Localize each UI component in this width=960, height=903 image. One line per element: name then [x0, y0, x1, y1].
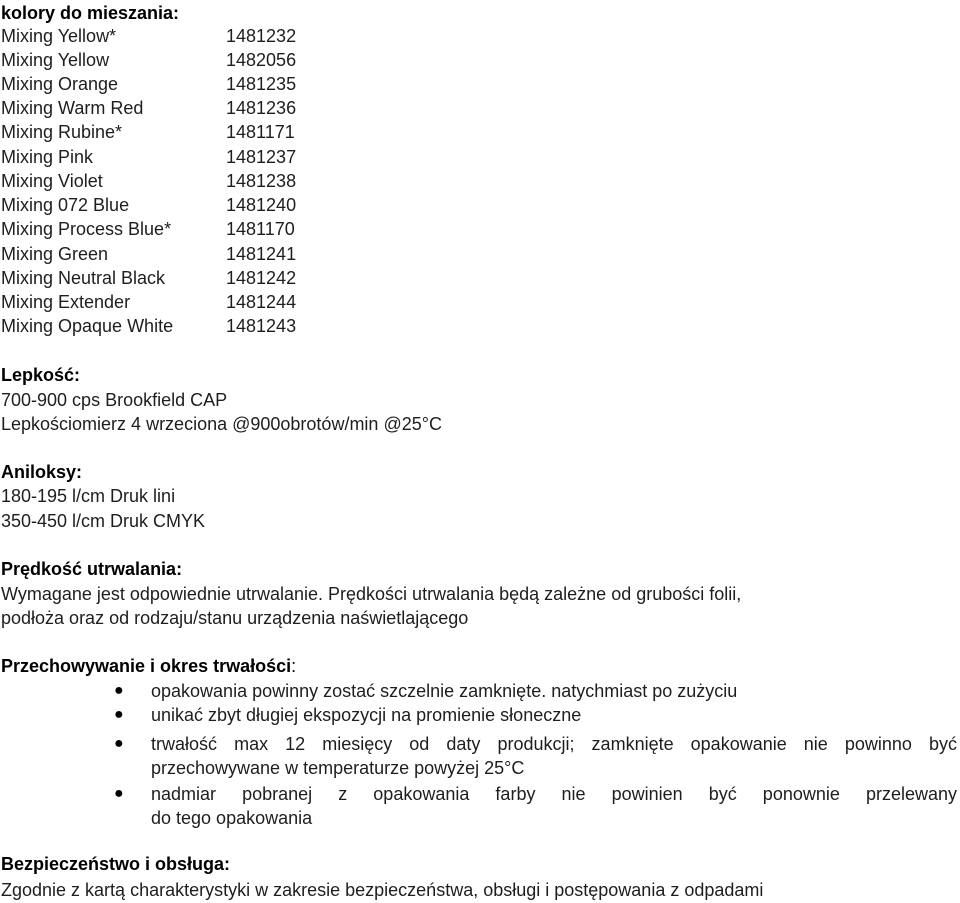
- bullet-icon: ●: [114, 706, 124, 723]
- mixing-name: Mixing Yellow*: [1, 26, 117, 46]
- bullet-icon: ●: [114, 735, 124, 752]
- mixing-name: Mixing Yellow: [1, 50, 110, 70]
- safety-heading: Bezpieczeństwo i obsługa:: [1, 854, 231, 874]
- mixing-name: Mixing Process Blue*: [1, 219, 172, 239]
- mixing-row: [1, 73, 297, 95]
- mixing-name: Mixing Pink: [1, 147, 94, 167]
- mixing-name: Mixing Extender: [1, 292, 131, 312]
- curing-text: Wymagane jest odpowiednie utrwalanie. Prędkości utrwalania będą zależne od grubości folii,: [1, 584, 742, 604]
- mixing-name: Mixing Orange: [1, 74, 119, 94]
- mixing-code: 1481237: [226, 147, 297, 167]
- mixing-code: 1481242: [226, 268, 297, 288]
- mixing-row: [1, 97, 297, 119]
- mixing-code: 1481243: [226, 316, 297, 336]
- mixing-code: 1481232: [226, 26, 297, 46]
- storage-heading-colon: :: [291, 656, 297, 676]
- safety-text: Zgodnie z kartą charakterystyki w zakresie bezpieczeństwa, obsługi i postępowania z odpadami: [1, 880, 764, 900]
- mixing-name: Mixing Violet: [1, 171, 103, 191]
- mixing-code: 1481236: [226, 98, 297, 118]
- storage-bullet-continuation: przechowywane w temperaturze powyżej 25°C: [151, 758, 525, 778]
- mixing-name: Mixing Green: [1, 244, 109, 264]
- mixing-row: [1, 218, 295, 240]
- mixing-row: [1, 25, 297, 47]
- mixing-name: Mixing 072 Blue: [1, 195, 130, 215]
- mixing-code: 1481235: [226, 74, 297, 94]
- storage-heading: [1, 655, 296, 677]
- storage-bullet-continuation: do tego opakowania: [151, 808, 313, 828]
- mixing-row: [1, 291, 297, 313]
- storage-bullet: unikać zbyt długiej ekspozycji na promienie słoneczne: [151, 705, 582, 725]
- storage-bullet: opakowania powinny zostać szczelnie zamknięte. natychmiast po zużyciu: [151, 681, 738, 701]
- mixing-name: Mixing Opaque White: [1, 316, 174, 336]
- mixing-code: 1481240: [226, 195, 297, 215]
- viscosity-method: Lepkościomierz 4 wrzeciona @900obrotów/min @25°C: [1, 414, 442, 434]
- bullet-icon: ●: [114, 785, 124, 802]
- storage-bullet-line: nadmiar pobranej z opakowania farby nie powinien być ponownie przelewany: [151, 784, 957, 804]
- mixing-row: [1, 315, 297, 337]
- anilox-line: 350-450 l/cm Druk CMYK: [1, 511, 206, 531]
- mixing-heading: kolory do mieszania:: [1, 3, 180, 23]
- mixing-row: [1, 146, 297, 168]
- bullet-icon: ●: [114, 682, 124, 699]
- mixing-code: 1481170: [226, 219, 295, 239]
- mixing-row: [1, 267, 297, 289]
- mixing-row: [1, 170, 297, 192]
- mixing-row: [1, 121, 295, 143]
- storage-bullet-line: trwałość max 12 miesięcy od daty produkcji; zamknięte opakowanie nie powinno być: [151, 734, 957, 754]
- mixing-name: Mixing Rubine*: [1, 122, 123, 142]
- mixing-name: Mixing Warm Red: [1, 98, 144, 118]
- mixing-code: 1482056: [226, 50, 297, 70]
- mixing-code: 1481241: [226, 244, 297, 264]
- mixing-code: 1481171: [226, 122, 295, 142]
- mixing-code: 1481238: [226, 171, 297, 191]
- viscosity-heading: Lepkość:: [1, 365, 81, 385]
- anilox-line: 180-195 l/cm Druk lini: [1, 486, 176, 506]
- anilox-heading: Aniloksy:: [1, 462, 83, 482]
- mixing-code: 1481244: [226, 292, 297, 312]
- viscosity-value: 700-900 cps Brookfield CAP: [1, 390, 228, 410]
- mixing-row: [1, 194, 297, 216]
- mixing-row: [1, 243, 297, 265]
- curing-heading: Prędkość utrwalania:: [1, 559, 183, 579]
- storage-bullet: [151, 733, 957, 755]
- curing-text: podłoża oraz od rodzaju/stanu urządzenia naświetlającego: [1, 608, 469, 628]
- storage-bullet: [151, 783, 957, 805]
- mixing-row: [1, 49, 297, 71]
- mixing-name: Mixing Neutral Black: [1, 268, 166, 288]
- storage-heading-text: Przechowywanie i okres trwałości: [1, 656, 292, 676]
